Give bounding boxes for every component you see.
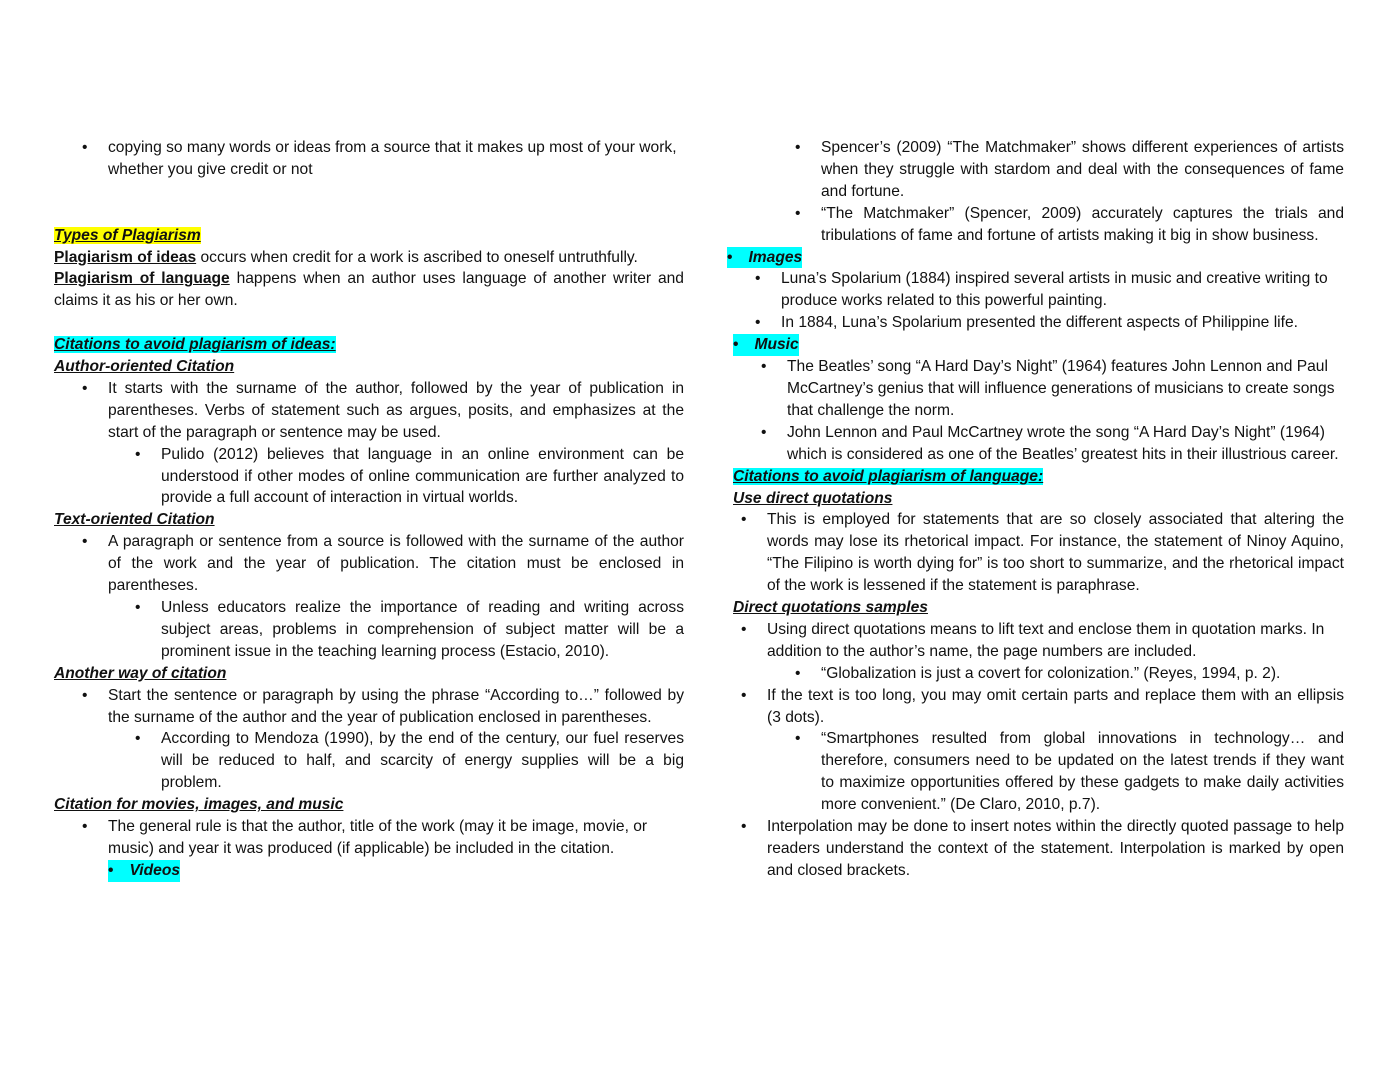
media-bullet: • The general rule is that the author, title of the work (may it be image, movie, or music) and year it was produced (if applicable) be included in the citation. bbox=[108, 816, 684, 860]
another-bullet: • Start the sentence or paragraph by using the phrase “According to…” followed by the surname of the author and the year of publication enclosed in parentheses. bbox=[108, 685, 684, 729]
music-label: • Music bbox=[733, 334, 799, 356]
citations-ideas-heading: Citations to avoid plagiarism of ideas: bbox=[54, 336, 336, 354]
samples-heading: Direct quotations samples bbox=[733, 599, 928, 617]
music-example-2: • John Lennon and Paul McCartney wrote the song “A Hard Day’s Night” (1964) which is considered as one of the Beatles’ greatest hits in their illustrious career. bbox=[787, 422, 1344, 466]
text-bullet: • A paragraph or sentence from a source is followed with the surname of the author of the work and the year of publication. The citation must be enclosed in parentheses. bbox=[108, 531, 684, 597]
citations-language-heading: Citations to avoid plagiarism of language: bbox=[733, 467, 1044, 485]
author-bullet: • It starts with the surname of the author, followed by the year of publication in parentheses. Verbs of statement such as argues, posits, and emphasizes at the start of the paragraph or sentence may be used. bbox=[108, 378, 684, 444]
another-heading: Another way of citation bbox=[54, 664, 227, 682]
another-example: • According to Mendoza (1990), by the end of the century, our fuel reserves will be reduced to half, and scarcity of energy supplies will be a big problem. bbox=[161, 728, 684, 794]
right-column bbox=[727, 137, 1344, 882]
ideas-def: occurs when credit for a work is ascribed to oneself untruthfully. bbox=[196, 248, 638, 266]
image-example-1: • Luna’s Spolarium (1884) inspired several artists in music and creative writing to produce works related to this powerful painting. bbox=[781, 268, 1344, 312]
intro-bullet: • copying so many words or ideas from a source that it makes up most of your work, whether you give credit or not bbox=[108, 137, 684, 181]
images-label: • Images bbox=[727, 247, 802, 269]
samples-example-2: • “Smartphones resulted from global innovations in technology… and therefore, consumers need to be updated on the latest trends if they want to maximize opportunities offered by these gadgets to make daily activities more convenient.” (De Claro, 2010, p.7). bbox=[821, 728, 1344, 816]
video-example-2: • “The Matchmaker” (Spencer, 2009) accurately captures the trials and tribulations of fame and fortune of artists making it big in show business. bbox=[821, 203, 1344, 247]
video-example-1: • Spencer’s (2009) “The Matchmaker” shows different experiences of artists when they struggle with stardom and deal with the consequences of fame and fortune. bbox=[821, 137, 1344, 203]
author-example: • Pulido (2012) believes that language in an online environment can be understood if other modes of online communication are further analyzed to provide a full account of interaction in virtual worlds. bbox=[161, 444, 684, 510]
types-heading: Types of Plagiarism bbox=[54, 226, 201, 244]
text-heading: Text-oriented Citation bbox=[54, 511, 215, 529]
author-heading: Author-oriented Citation bbox=[54, 358, 235, 376]
language-def: happens when an author uses language of another writer and claims it as his or her own. bbox=[54, 270, 684, 310]
samples-bullet-2: • If the text is too long, you may omit certain parts and replace them with an ellipsis (3 dots). bbox=[767, 685, 1344, 729]
language-term: Plagiarism of language bbox=[54, 270, 230, 288]
samples-bullet-1: • Using direct quotations means to lift text and enclose them in quotation marks. In addition to the author’s name, the page numbers are included. bbox=[767, 619, 1344, 663]
samples-example-1: • “Globalization is just a covert for colonization.” (Reyes, 1994, p. 2). bbox=[821, 663, 1344, 685]
samples-bullet-3: • Interpolation may be done to insert notes within the directly quoted passage to help readers understand the context of the statement. Interpolation is marked by open and closed brackets. bbox=[767, 816, 1344, 882]
music-example-1: • The Beatles’ song “A Hard Day’s Night” (1964) features John Lennon and Paul McCartney’s genius that will influence generations of musicians to create songs that challenge the norm. bbox=[787, 356, 1344, 422]
media-heading: Citation for movies, images, and music bbox=[54, 796, 344, 814]
ideas-term: Plagiarism of ideas bbox=[54, 248, 197, 266]
language-definition bbox=[54, 268, 684, 312]
image-example-2: • In 1884, Luna’s Spolarium presented the different aspects of Philippine life. bbox=[781, 312, 1344, 334]
text-example: • Unless educators realize the importance of reading and writing across subject areas, problems in comprehension of subject matter will be a prominent issue in the teaching learning process (Estacio, 2010). bbox=[161, 597, 684, 663]
ideas-definition bbox=[54, 247, 684, 269]
direct-heading: Use direct quotations bbox=[733, 489, 893, 507]
videos-label: • Videos bbox=[108, 860, 180, 882]
direct-bullet: • This is employed for statements that are so closely associated that altering the words may lose its rhetorical impact. For instance, the statement of Ninoy Aquino, “The Filipino is worth dying for” is too short to summarize, and the rhetorical impact of the work is lessened if the statement is paraphrase. bbox=[767, 509, 1344, 597]
left-column bbox=[54, 137, 684, 882]
